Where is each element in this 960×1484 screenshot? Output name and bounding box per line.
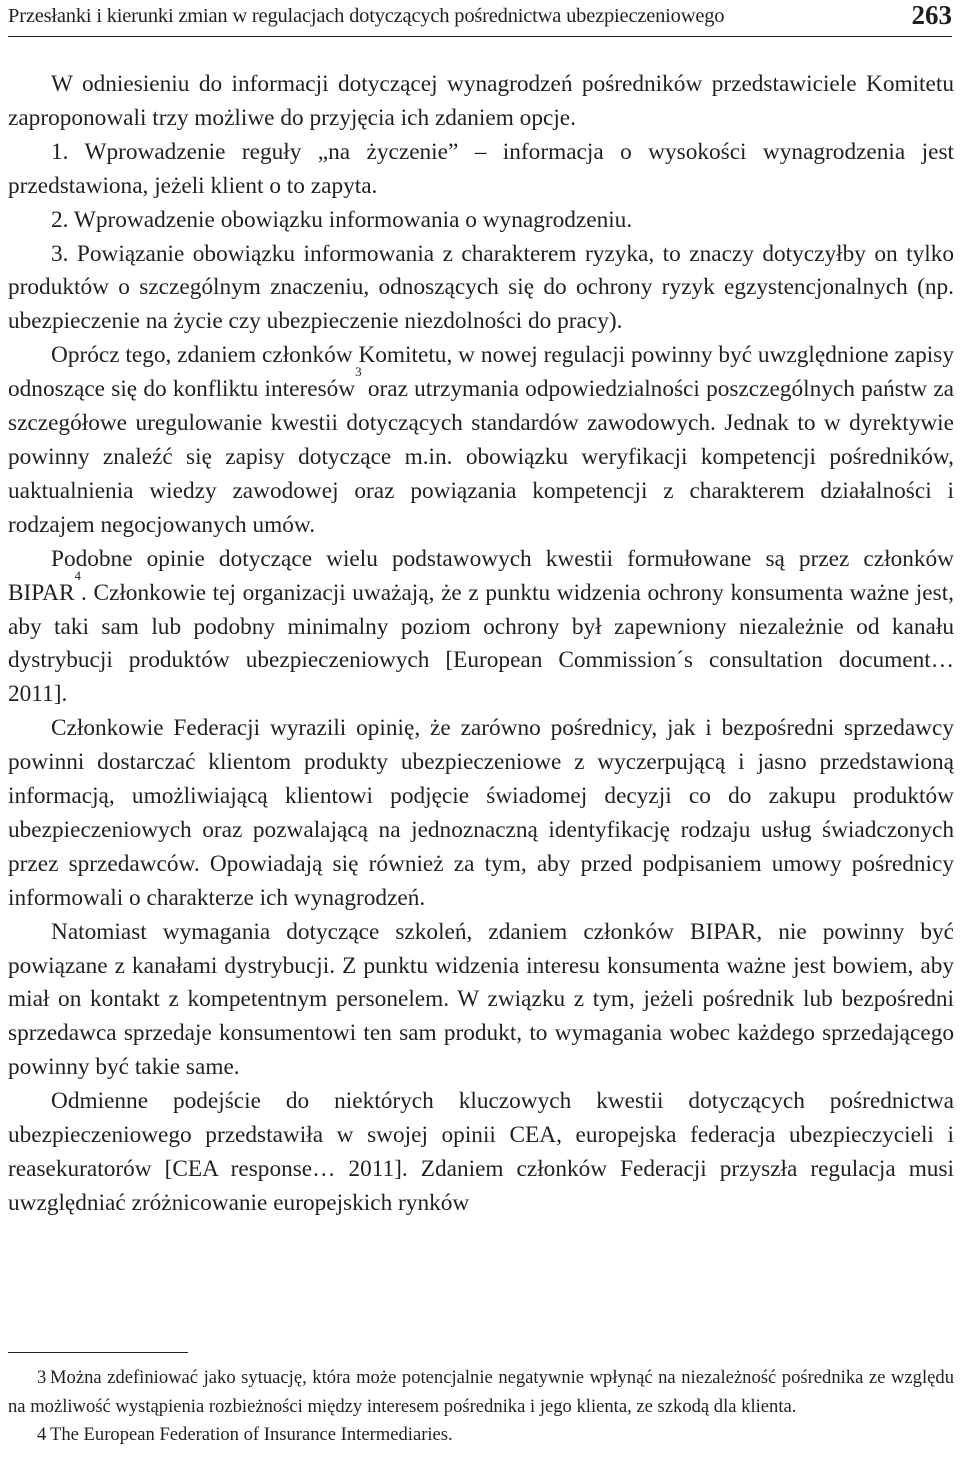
footnote-number: 4 [37, 1424, 47, 1446]
page-number: 263 [911, 0, 952, 30]
option-2: 2. Wprowadzenie obowiązku informowania o wynagrodzeniu. [51, 206, 633, 233]
option-1: 1. Wprowadzenie reguły „na życzenie” – informacja o wysokości wynagrodzenia jest przedstawiona, jeżeli klient o to zapyta. [8, 138, 954, 199]
paragraph-training: Natomiast wymagania dotyczące szkoleń, zdaniem członków BIPAR, nie powinny być powiązane z kanałami dystrybucji. Z punktu widzenia interesu konsumenta ważne jest bowiem, aby miał on kontakt z kompetentnym personelem. W związku z tym, jeżeli pośrednik lub bezpośredni sprzedawca sprzedaje konsumentowi ten sam produkt, to wymagania wobec każdego sprzedającego powinny być takie same. [8, 918, 954, 1081]
footnote-ref-3: 3 [355, 364, 362, 380]
paragraph-bipar [8, 543, 954, 713]
running-head: Przesłanki i kierunki zmian w regulacjach dotyczących pośrednictwa ubezpieczeniowego [8, 5, 725, 27]
footnote-text: The European Federation of Insurance Intermediaries. [50, 1424, 453, 1446]
paragraph-intro: W odniesieniu do informacji dotyczącej wynagrodzeń pośredników przedstawiciele Komitetu zaproponowali trzy możliwe do przyjęcia ich zdaniem opcje. [8, 71, 954, 131]
footnote-number: 3 [37, 1367, 47, 1388]
footnote-4 [8, 1421, 954, 1450]
paragraph-bipar-part2: . Członkowie tej organizacji uważają, że z punktu widzenia ochrony konsumenta ważne jest, aby taki sam lub podobny minimalny poziom ochrony był zapewniony niezależnie od kanału dystrybucji produktów ubezpieczeniowych [European Commission´s consultation document… 2011]. [8, 579, 954, 708]
paragraph-cea: Odmienne podejście do niektórych kluczowych kwestii dotyczących pośrednictwa ubezpieczeniowego przedstawiła w swojej opinii CEA, europejska federacja ubezpieczycieli i reasekuratorów [CEA response… 2011]. Zdaniem członków Federacji przyszła regulacja musi uwzględniać zróżnicowanie europejskich rynków [8, 1088, 954, 1216]
option-3: 3. Powiązanie obowiązku informowania z charakterem ryzyka, to znaczy dotyczyłby on tylko produktów o szczególnym znaczeniu, odnoszących się do ochrony ryzyk egzystencjonalnych (np. ubezpieczenie na życie czy ubezpieczenie niezdolności do pracy). [8, 240, 954, 335]
page-header [8, 2, 952, 37]
body-text [8, 68, 954, 1221]
footnote-text: Można zdefiniować jako sytuację, która może potencjalnie negatywnie wpłynąć na niezależność pośrednika ze względu na możliwość wystąpienia rozbieżności między interesem pośrednika i jego klienta, ze szkodą dla klienta. [8, 1367, 954, 1417]
paragraph-bipar-part1: Podobne opinie dotyczące wielu podstawowych kwestii formułowane są przez członków BIPAR [8, 545, 954, 606]
paragraph-committee-part1: Oprócz tego, zdaniem członków Komitetu, w nowej regulacji powinny być uwzględnione zapisy odnoszące się do konfliktu interesów [8, 342, 954, 403]
footnote-separator [8, 1352, 188, 1353]
paragraph-committee-part2: oraz utrzymania odpowiedzialności poszczególnych państw za szczegółowe uregulowanie kwestii dotyczących standardów zawodowych. Jednak to w dyrektywie powinny znaleźć się zapisy dotyczące m.in. obowiązku weryfikacji kompetencji pośredników, uaktualnienia wiedzy zawodowej oraz powiązania kompetencji z charakterem działalności i rodzajem negocjowanych umów. [8, 376, 955, 538]
footnotes [8, 1364, 954, 1450]
paragraph-federation: Członkowie Federacji wyrazili opinię, że zarówno pośrednicy, jak i bezpośredni sprzedawcy powinni dostarczać klientom produkty ubezpieczeniowe z wyczerpującą i jasno przedstawioną informacją, umożliwiającą klientowi podjęcie świadomej decyzji co do zakupu produktów ubezpieczeniowych oraz pozwalającą na jednoznaczną identyfikację rodzaju usług świadczonych przez sprzedawców. Opowiadają się również za tym, aby przed podpisaniem umowy pośrednicy informowali o charakterze ich wynagrodzeń. [8, 715, 954, 911]
footnote-3 [8, 1364, 954, 1421]
footnote-ref-4: 4 [74, 567, 81, 583]
paragraph-committee [8, 339, 954, 542]
